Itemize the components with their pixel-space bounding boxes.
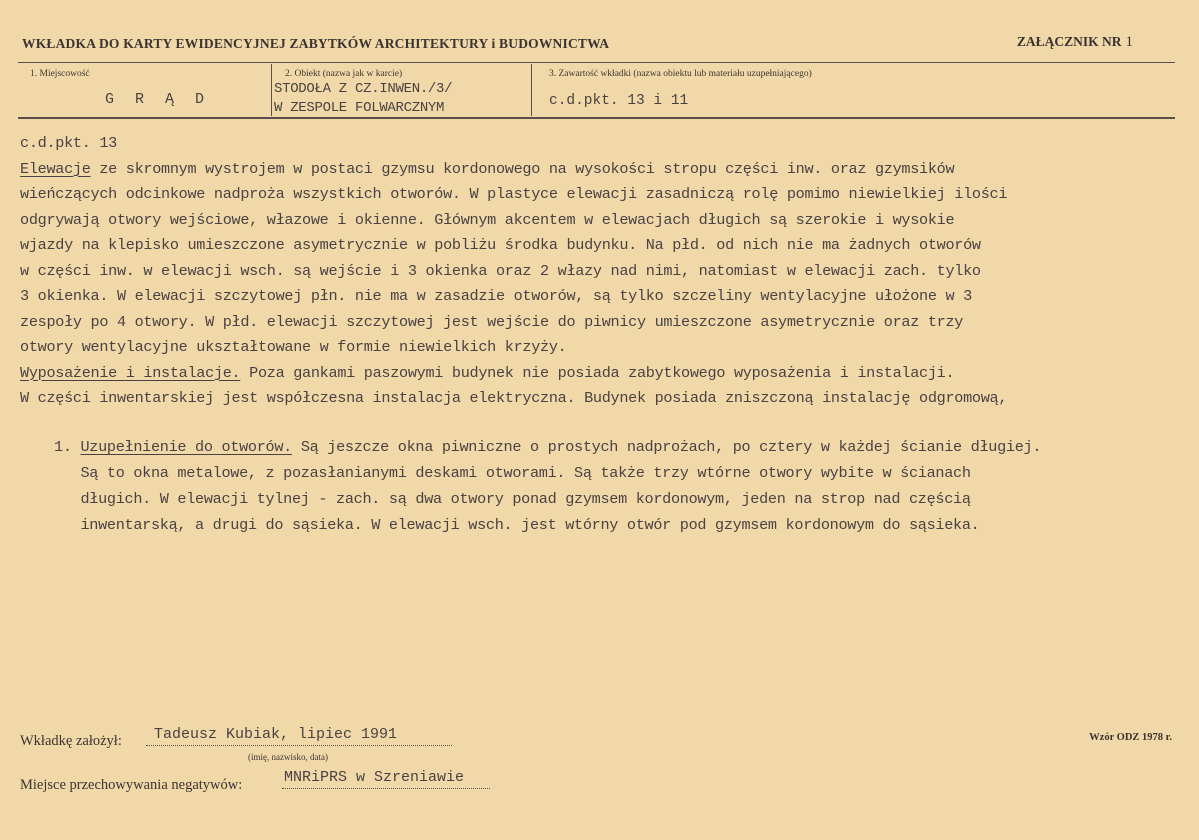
author-hint: (imię, nazwisko, data) — [248, 752, 328, 762]
form-id: Wzór ODZ 1978 r. — [1089, 732, 1172, 743]
annex-label — [1017, 34, 1133, 51]
body-line: wieńczących odcinkowe nadproża wszystkich otworów. W plastyce elewacji zasadniczą rolę pomimo niewielkiej ilości — [20, 185, 1008, 203]
body-line: wjazdy na klepisko umieszczone asymetrycznie w pobliżu środka budynku. Na płd. od nich nie ma żadnych otworów — [20, 236, 981, 254]
field-value-object — [274, 80, 452, 118]
annex-label-text: ZAŁĄCZNIK NR — [1016, 34, 1122, 49]
author-value: Tadeusz Kubiak, lipiec 1991 — [154, 726, 398, 743]
footnote-heading: Uzupełnienie do otworów. — [80, 438, 292, 456]
body-line: zespoły po 4 otwory. W płd. elewacji szczytowej jest wejście do piwnicy umieszczone asymetrycznie oraz trzy — [20, 312, 964, 331]
annex-number: 1 — [1125, 34, 1133, 50]
body-line: 3 okienka. W elewacji szczytowej płn. nie ma w zasadzie otworów, są tylko szczeliny wentylacyjne ułożone w 3 — [20, 287, 972, 305]
negatives-value: MNRiPRS w Szreniawie — [284, 769, 465, 786]
header-rule-bottom — [18, 117, 1175, 119]
field-value-location: G R Ą D — [105, 91, 211, 108]
field-value-content: c.d.pkt. 13 i 11 — [549, 93, 689, 109]
author-label: Wkładkę założył: — [20, 733, 122, 749]
field-label-content: 3. Zawartość wkładki (nazwa obiektu lub materiału uzupełniającego) — [549, 69, 812, 79]
footnote — [54, 434, 1194, 538]
footnote-line — [54, 434, 1194, 460]
footnote-line: inwentarską, a drugi do sąsieka. W elewacji wsch. jest wtórny otwór pod gzymsem kordonowym do sąsieka. — [54, 516, 980, 534]
footnote-line-text: Są jeszcze okna piwniczne o prostych nadprożach, po cztery w każdej ścianie długiej. — [292, 438, 1042, 456]
body-line: odgrywają otwory wejściowe, włazowe i okienne. Głównym akcentem w elewacjach długich są szerokie i wysokie — [20, 210, 955, 229]
field-label-location: 1. Miejscowość — [30, 69, 90, 79]
field-divider-2 — [531, 64, 532, 116]
field-label-object: 2. Obiekt (nazwa jak w karcie) — [285, 69, 403, 79]
body-line-text: ze skromnym wystrojem w postaci gzymsu kordonowego na wysokości stropu części inw. oraz gzymsików — [90, 159, 955, 178]
body-line-text: Poza gankami paszowymi budynek nie posiada zabytkowego wyposażenia i instalacji. — [240, 363, 955, 382]
body-line — [20, 361, 1180, 387]
section-heading-equipment: Wyposażenie i instalacje. — [20, 363, 241, 382]
body-line: W części inwentarskiej jest współczesna instalacja elektryczna. Budynek posiada zniszczoną instalację odgromową, — [20, 389, 1008, 407]
negatives-label: Miejsce przechowywania negatywów: — [20, 777, 243, 793]
section-heading-elevations: Elewacje — [20, 159, 91, 178]
body-line: w części inw. w elewacji wsch. są wejście i 3 okienka oraz 2 włazy nad nimi, natomiast w elewacji zach. tylko — [20, 261, 981, 280]
footnote-number: 1. — [54, 438, 81, 456]
negatives-dotted-line — [282, 788, 490, 789]
footnote-line: długich. W elewacji tylnej - zach. są dwa otwory ponad gzymsem kordonowym, jeden na strop nad częścią — [54, 490, 971, 508]
field-value-object-line2: W ZESPOLE FOLWARCZNYM — [274, 100, 445, 116]
footnote-line: Są to okna metalowe, z pozasłanianymi deskami otworami. Są także trzy wtórne otwory wybite w ścianach — [54, 464, 971, 482]
body-line: c.d.pkt. 13 — [20, 134, 117, 152]
body-line — [20, 157, 1180, 183]
field-divider-1 — [271, 64, 272, 116]
body-line: otwory wentylacyjne ukształtowane w formie niewielkich krzyży. — [20, 338, 567, 356]
form-title: WKŁADKA DO KARTY EWIDENCYJNEJ ZABYTKÓW ARCHITEKTURY i BUDOWNICTWA — [22, 36, 610, 51]
field-value-object-line1: STODOŁA Z CZ.INWEN./3/ — [274, 81, 453, 97]
body-text — [20, 131, 1180, 412]
header-rule-top — [18, 62, 1175, 63]
author-dotted-line — [146, 745, 452, 746]
